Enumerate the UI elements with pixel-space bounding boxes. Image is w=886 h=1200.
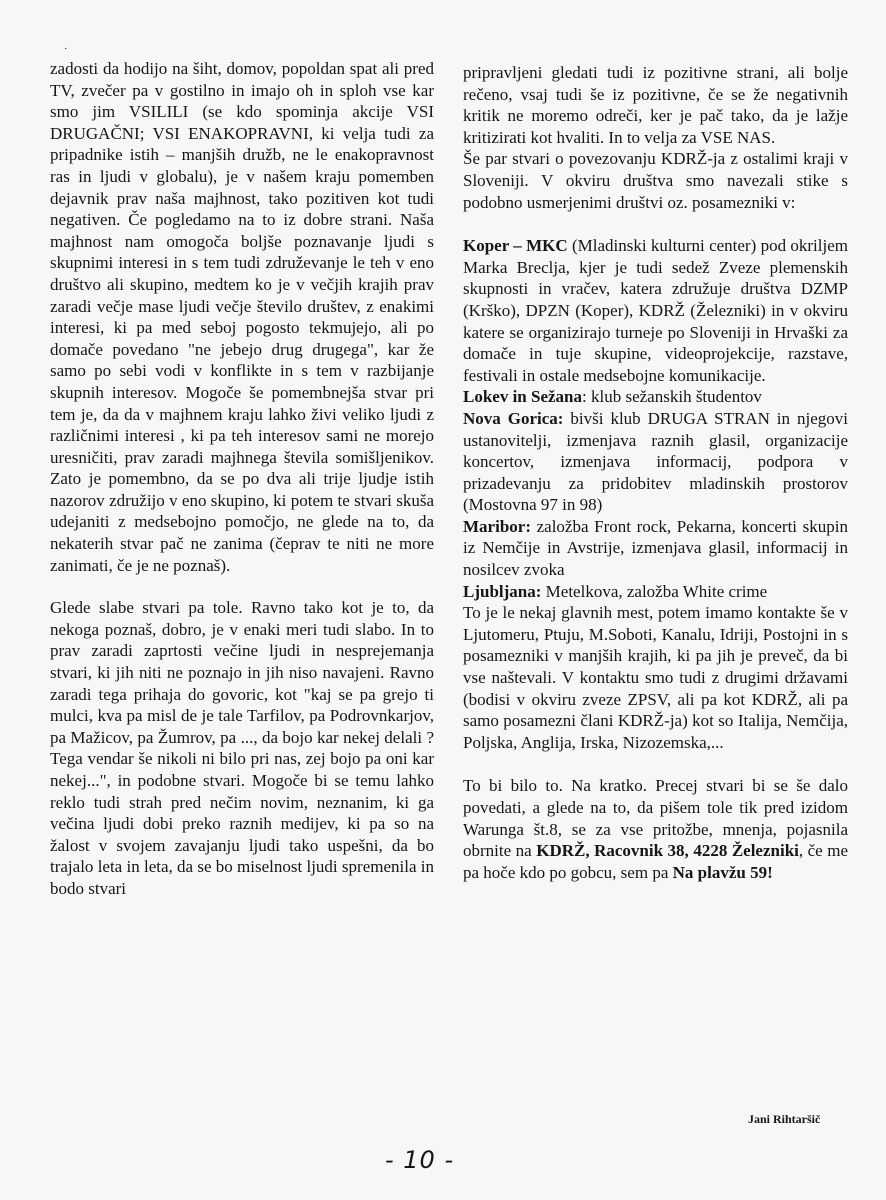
left-column	[50, 58, 434, 900]
contact-lokev	[463, 386, 848, 408]
contact-maribor-label: Maribor:	[463, 516, 531, 536]
contact-ljubljana-label: Ljubljana:	[463, 581, 542, 601]
closing-text-end: Na plavžu 59!	[672, 862, 773, 882]
right-paragraph-2: Še par stvari o povezovanju KDRŽ-ja z ostalimi kraji v Sloveniji. V okviru društva smo navezali stike s podobno usmerjenimi društvi oz. posamezniki v:	[463, 149, 848, 212]
right-paragraph-4	[463, 775, 848, 883]
closing-text-mid: , če me pa hoče kdo po gobcu, sem pa	[463, 841, 848, 882]
right-paragraph-1: pripravljeni gledati tudi iz pozitivne strani, ali bolje rečeno, vsaj tudi še iz pozitivne, če se že negativnih kritik ne moremo odreči, ker je pač tako, da je lažje kritizirati kot hvaliti. In to velja za VSE NAS.	[463, 63, 848, 147]
contact-koper-text: (Mladinski kulturni center) pod okriljem Marka Breclja, kjer je tudi sedež Zveze plemenskih skupnosti in vračev, katera združuje društva DZMP (Krško), DPZN (Koper), KDRŽ (Železniki) in v okviru katere se organizirajo turneje po Sloveniji in Hrvaški za domače in tuje skupine, videoprojekcije, razstave, festivali in ostale medsebojne komunikacije.	[463, 236, 848, 385]
contact-ljubljana-text: Metelkova, založba White crime	[541, 581, 768, 601]
contact-maribor	[463, 516, 848, 581]
page-number: - 10 -	[385, 1146, 455, 1174]
contact-koper	[463, 235, 848, 386]
author-signature: Jani Rihtaršič	[748, 1112, 821, 1126]
contact-gorica-text: bivši klub DRUGA STRAN in njegovi ustanovitelji, izmenjava raznih glasil, organizacije koncertov, izmenjava informacij, podpora v prizadevanju za pridobitev mladinskih prostorov (Mostovna 97 in 98)	[463, 408, 848, 515]
contact-lokev-label: Lokev in Sežana	[463, 387, 583, 407]
left-paragraph-1: zadosti da hodijo na šiht, domov, popoldan spat ali pred TV, zvečer pa v gostilno in imajo oh in sploh vse kar smo jim VSILILI (se kdo spominja akcije VSI DRUGAČNI; VSI ENAKOPRAVNI, ki velja tudi za pripadnike istih – manjših družb, ne le enakopravnost ras in ljudi v globalu), je v našem kraju pomemben dejavnik prav naša majhnost, tako pozitiven kot tudi negativen. Če pogledamo na to iz dobre strani. Naša majhnost nam omogoča boljše poznavanje ljudi s skupnimi interesi in s tem tudi združevanje le teh v eno društvo ali skupino, medtem ko je v večjih krajih prav zaradi večje mase ljudi večje število društev, z enakimi interesi, ki pa med seboj pogosto tekmujejo, ali po domače povedano "ne jebejo drug drugega", kar že samo po sebi vodi v konflikte in s tem v razbijanje skupnih interesov. Mogoče še pomembnejša stvar pri tem je, da da v majhnem kraju lahko živi veliko ljudi z različnimi interesi , ki pa teh interesov sami ne morejo uresničiti, prav zaradi majhnega števila somišljenikov. Zato je pomembno, da se po dva ali trije ljudje istih nazorov združijo v eno skupino, ki potem te stvari skuša udejaniti z medsebojno pomočjo, ne glede na to, da nekaterih stvar pač ne zanima (čeprav te niti ne more zanimati, če je ne poznaš).	[50, 59, 434, 575]
contact-koper-label: Koper – MKC	[463, 236, 568, 256]
contact-maribor-text: založba Front rock, Pekarna, koncerti skupin iz Nemčije in Avstrije, izmenjava glasil, informacij in nosilcev zvoka	[463, 516, 848, 580]
contact-ljubljana	[463, 581, 848, 603]
right-paragraph-3: To je le nekaj glavnih mest, potem imamo kontakte še v Ljutomeru, Ptuju, M.Soboti, Kanalu, Idriji, Postojni in s posamezniki v manjših krajih, ki pa jih je preveč, da bi vse naštevali. V kontaktu smo tudi z drugimi državami (bodisi v okviru zveze ZPSV, ali pa kot KDRŽ, ali pa samo posamezni člani KDRŽ-ja) kot so Italija, Nemčija, Poljska, Anglija, Irska, Nizozemska,...	[463, 603, 848, 752]
contact-gorica-label: Nova Gorica:	[463, 408, 564, 428]
stray-dot: ·	[64, 44, 68, 55]
closing-text-start: To bi bilo to. Na kratko. Precej stvari bi se še dalo povedati, a glede na to, da pišem tole tik pred izidom Warunga št.8, se za vse pritožbe, mnenja, pojasnila obrnite na	[463, 776, 848, 861]
contact-lokev-text: : klub sežanskih študentov	[582, 387, 762, 407]
right-column	[463, 62, 848, 883]
contact-address: KDRŽ, Racovnik 38, 4228 Železniki	[536, 841, 799, 861]
contact-gorica	[463, 408, 848, 516]
left-paragraph-2: Glede slabe stvari pa tole. Ravno tako kot je to, da nekoga poznaš, dobro, je v enaki meri tudi slabo. In to prav zaradi zaprtosti večine ljudi in nesprejemanja stvari, ki jih niti ne poznajo in jih niso navajeni. Ravno zaradi tega prihaja do govoric, kot "kaj se pa grejo ti mulci, kva pa misl de je tale Tarfilov, pa Podrovnkarjov, pa Mažicov, pa Žumrov, pa ..., da bojo kar nekej delali ? Tega vendar še nikoli ni bilo pri nas, zej bojo pa oni kar nekej...", in podobne stvari. Mogoče bi se temu lahko reklo tudi strah pred nečim novim, neznanim, ki ga večina ljudi dobi preko raznih medijev, ki pa so na žalost v svojem zavajanju ljudi tako uspešni, da bo trajalo leta in leta, da se bo miselnost ljudi spremenila in bodo stvari	[50, 598, 434, 898]
